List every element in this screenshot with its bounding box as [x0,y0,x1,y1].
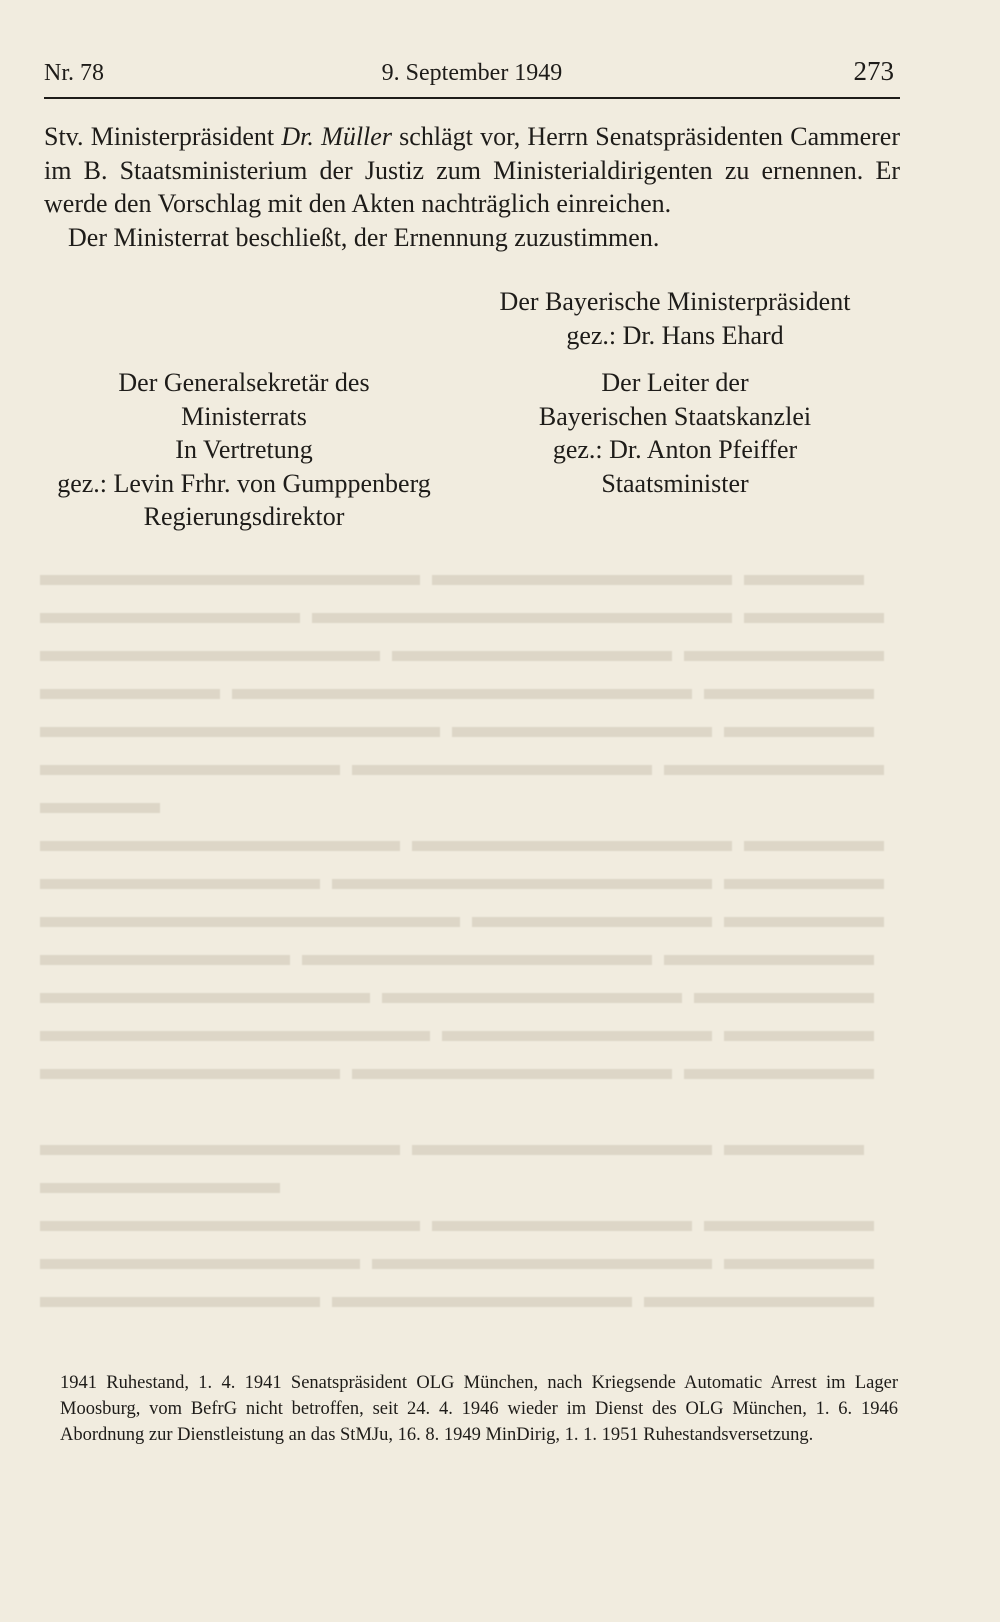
signature-line: Bayerischen Staatskanzlei [538,401,812,431]
signature-line: gez.: Dr. Hans Ehard [566,320,784,350]
signature-line: Ministerrats [181,401,307,431]
document-number: Nr. 78 [44,60,104,86]
speaker-role: Stv. Ministerpräsident [44,122,282,151]
running-header [44,56,900,96]
proposal-text: schlägt vor, Herrn Senatspräsidenten Cammerer im B. Staatsministerium der Justiz zum Ministerialdirigenten zu ernennen. Er werde den Vorschlag mit den Akten nachträglich einreichen. [44,122,901,218]
speaker-title: Dr. [281,122,322,151]
signature-line: In Vertretung [175,435,313,464]
body-text [44,120,900,254]
signature-minister-president [475,285,875,352]
signature-secretary-general [44,366,444,534]
signature-line: Der Bayerische Ministerpräsident [499,287,851,316]
signature-line: Staatsminister [601,468,749,498]
signature-line: Regierungsdirektor [143,502,345,531]
signature-line: gez.: Dr. Anton Pfeiffer [552,435,798,464]
signature-line: gez.: Levin Frhr. von Gumppenberg [57,468,431,498]
signature-line: Der Generalsekretär des [118,368,370,397]
bleed-through-texture [40,560,900,1320]
signature-line: Der Leiter der [601,368,749,397]
paragraph-proposal [44,120,900,221]
signature-state-chancellery [520,366,830,500]
paragraph-decision: Der Ministerrat beschließt, der Ernennung zuzustimmen. [68,222,660,252]
page-number: 273 [853,56,894,86]
speaker-name: Müller [321,122,392,151]
header-rule [44,97,900,99]
header-date: 9. September 1949 [381,60,563,86]
footnote: 1941 Ruhestand, 1. 4. 1941 Senatspräsident OLG München, nach Kriegsende Automatic Arrest im Lager Moosburg, vom BefrG nicht betroffen, seit 24. 4. 1946 wieder im Dienst des OLG München, 1. 6. 1946 Abordnung zur Dienstleistung an das StMJu, 16. 8. 1949 MinDirig, 1. 1. 1951 Ruhestandsversetzung. [60,1373,898,1445]
